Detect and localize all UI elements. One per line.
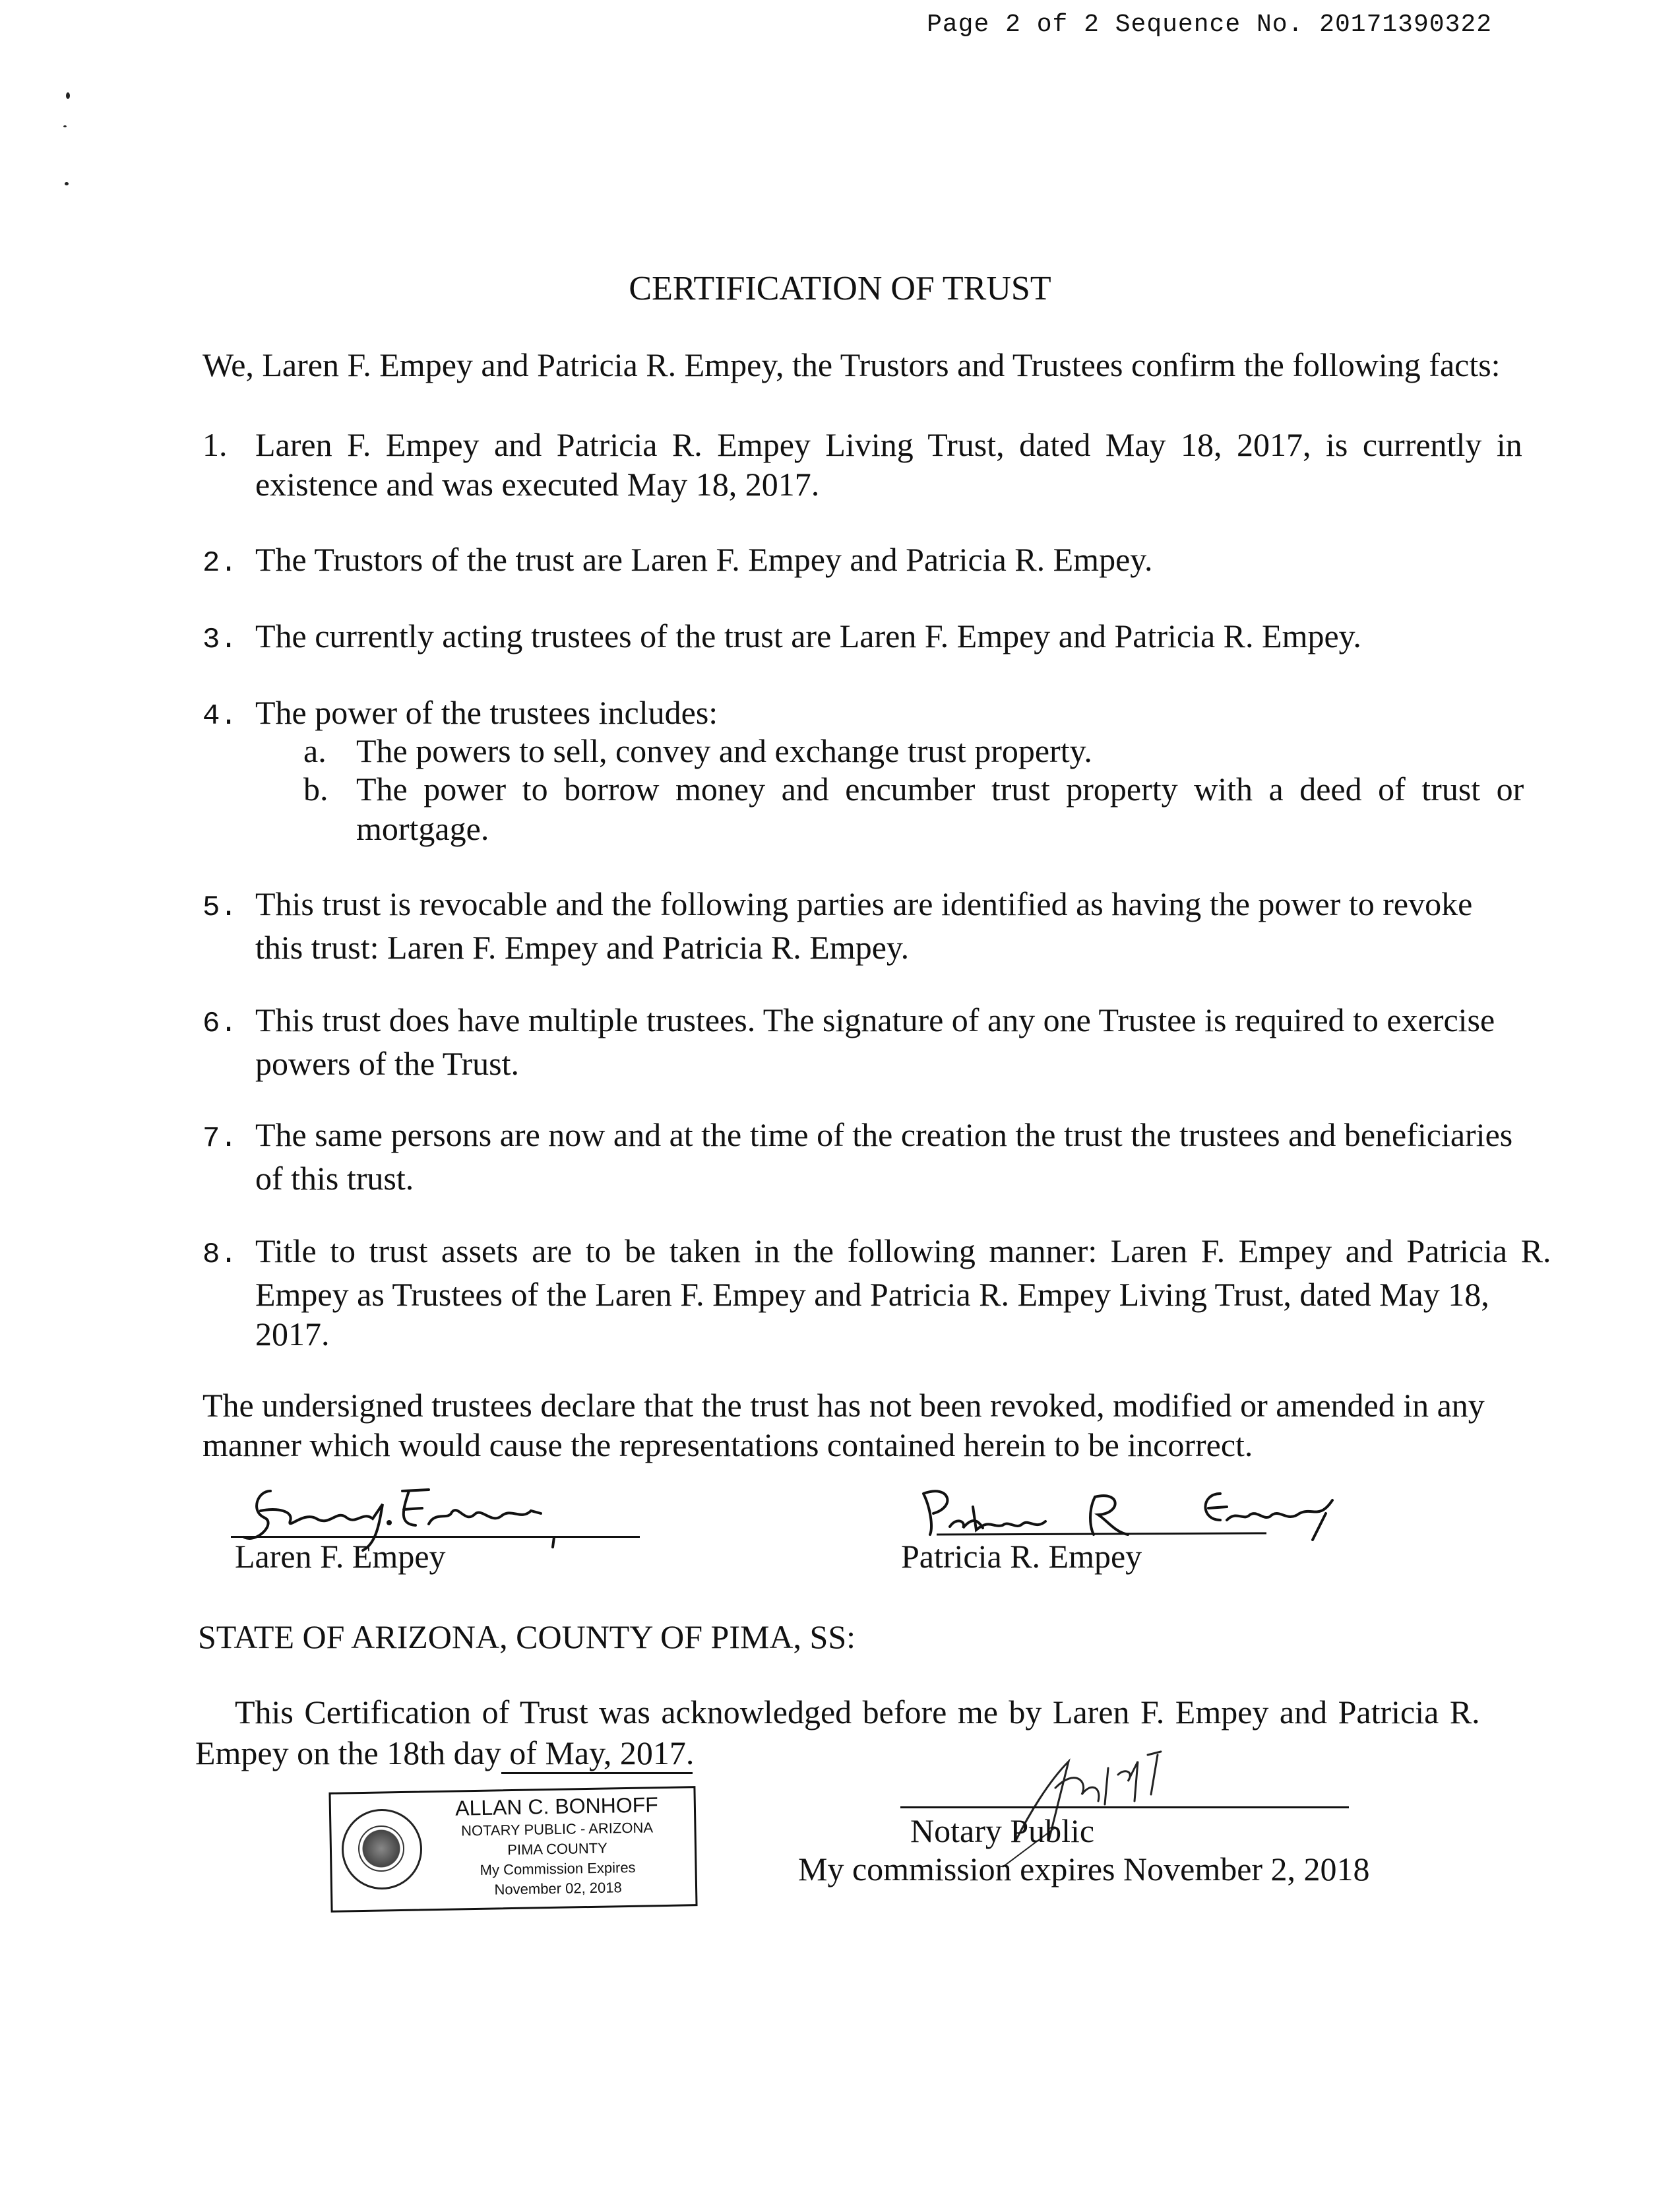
item-text-line: this trust: Laren F. Empey and Patricia R. Empey.: [255, 929, 910, 966]
item-text-line: Laren F. Empey and Patricia R. Empey Living Trust, dated May 18, 2017, is currently in: [255, 426, 1522, 463]
list-item: [202, 425, 1522, 504]
item-number: 3.: [202, 623, 237, 656]
list-item: [202, 616, 1495, 660]
item-text-line: This trust is revocable and the following parties are identified as having the power to revoke: [255, 885, 1473, 922]
notary-stamp-line: NOTARY PUBLIC - ARIZONA: [460, 1819, 654, 1839]
item-text-line: Empey as Trustees of the Laren F. Empey and Patricia R. Empey Living Trust, dated May 18,: [255, 1276, 1489, 1313]
sub-item-text-line: The power to borrow money and encumber trust property with a deed of trust or: [356, 771, 1524, 808]
list-item: [202, 884, 1495, 967]
item-number: 1.: [202, 426, 228, 463]
signer-name-left: Laren F. Empey: [235, 1538, 446, 1575]
declaration-paragraph: [202, 1385, 1495, 1465]
notary-public-label: Notary Public: [910, 1812, 1095, 1849]
sub-item-letter: a.: [303, 732, 327, 769]
sub-item-letter: b.: [303, 771, 328, 808]
item-number: 5.: [202, 891, 237, 924]
page-sequence-header: Page 2 of 2 Sequence No. 20171390322: [927, 11, 1492, 39]
intro-paragraph: We, Laren F. Empey and Patricia R. Empey, the Trustors and Trustees confirm the following facts:: [202, 346, 1501, 383]
commission-expiry: My commission expires November 2, 2018: [798, 1851, 1370, 1888]
notary-stamp-text: [425, 1791, 691, 1901]
scan-speck: [63, 125, 67, 127]
item-number: 7.: [202, 1122, 237, 1155]
acknowledgment-line: Empey on the 18th day of May, 2017.: [195, 1734, 695, 1771]
item-text-line: 2017.: [255, 1316, 330, 1352]
item-number: 8.: [202, 1238, 237, 1271]
acknowledgment-line: This Certification of Trust was acknowledged before me by Laren F. Empey and Patricia R.: [235, 1694, 1480, 1730]
notary-stamp-name: ALLAN C. BONHOFF: [454, 1792, 659, 1820]
item-text-line: The power of the trustees includes:: [255, 694, 718, 731]
signer-name-right: Patricia R. Empey: [901, 1538, 1142, 1575]
item-text-line: This trust does have multiple trustees. The signature of any one Trustee is required to exercise: [255, 1001, 1495, 1038]
notary-signature-line: [900, 1806, 1349, 1808]
state-seal-icon: [342, 1809, 422, 1889]
list-item: [202, 1115, 1513, 1198]
item-text-line: The Trustors of the trust are Laren F. Empey and Patricia R. Empey.: [255, 541, 1153, 578]
declaration-line: The undersigned trustees declare that the trust has not been revoked, modified or amended in any: [202, 1387, 1485, 1424]
list-item: [202, 1000, 1495, 1083]
scan-speck: [65, 182, 69, 185]
item-text-line: Title to trust assets are to be taken in the following manner: Laren F. Empey and Patricia R.: [255, 1232, 1551, 1269]
item-text-line: The same persons are now and at the time of the creation the trust the trustees and beneficiaries: [255, 1116, 1513, 1153]
item-number: 2.: [202, 547, 237, 580]
acknowledgment-underline: [501, 1772, 693, 1774]
notary-stamp-line: My Commission Expires: [480, 1858, 636, 1879]
sub-item: [303, 731, 1497, 771]
item-text-line: existence and was executed May 18, 2017.: [255, 466, 820, 503]
list-item: [202, 693, 1495, 736]
item-text-line: of this trust.: [255, 1160, 414, 1197]
declaration-line: manner which would cause the representations contained herein to be incorrect.: [202, 1426, 1253, 1463]
item-number: 6.: [202, 1007, 237, 1040]
notary-stamp-line: November 02, 2018: [494, 1879, 622, 1898]
item-text-line: The currently acting trustees of the trust are Laren F. Empey and Patricia R. Empey.: [255, 618, 1361, 654]
sub-item-text-line: mortgage.: [356, 810, 489, 847]
sub-item-text-line: The powers to sell, convey and exchange trust property.: [356, 732, 1092, 769]
list-item: [202, 540, 1495, 583]
notary-stamp: [330, 1789, 696, 1908]
document-title: CERTIFICATION OF TRUST: [629, 270, 1051, 307]
scan-speck: [66, 92, 70, 99]
notary-stamp-line: PIMA COUNTY: [507, 1839, 608, 1858]
sub-item: [303, 769, 1524, 848]
list-item: [202, 1231, 1551, 1354]
venue-line: STATE OF ARIZONA, COUNTY OF PIMA, SS:: [198, 1618, 856, 1655]
item-text-line: powers of the Trust.: [255, 1045, 520, 1082]
item-number: 4.: [202, 700, 237, 733]
